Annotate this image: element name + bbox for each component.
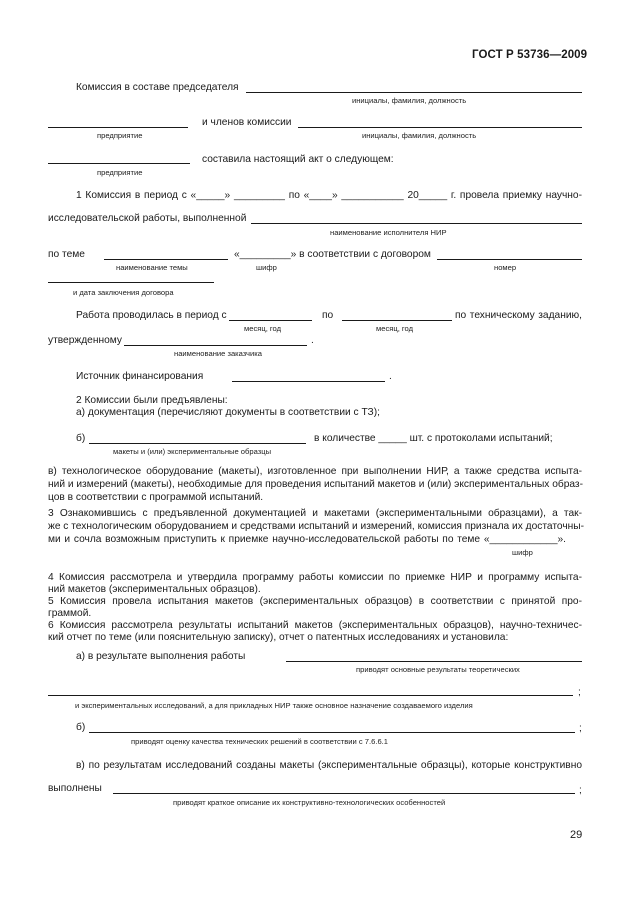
contract-date-blank[interactable] [48,282,214,283]
tech-task-label: по техническому заданию, [455,310,582,321]
caption-enterprise-1: предприятие [97,131,143,140]
document-standard-number: ГОСТ Р 53736—2009 [472,49,588,61]
item-4-line-1: 4 Комиссия рассмотрела и утвердила программу работы комиссии по приемке НИР и программу испыта- [48,572,582,583]
item-6b-label: б) [76,722,86,733]
item-6-line-2: кий отчет по теме (или пояснительную записку), отчет о патентных исследованиях и установила: [48,632,509,643]
semicolon-3: ; [579,785,582,796]
theory-results-blank[interactable] [286,661,582,662]
caption-topic-name: наименование темы [116,263,188,272]
contract-number-blank[interactable] [437,259,582,260]
design-description-blank[interactable] [113,793,575,794]
quality-assessment-blank[interactable] [89,732,575,733]
caption-experimental: и экспериментальных исследований, а для прикладных НИР также основное назначение создаваемого изделия [75,701,473,710]
caption-contract-date: и дата заключения договора [73,288,174,297]
caption-enterprise-2: предприятие [97,168,143,177]
item-3-line-1: 3 Ознакомившись с предъявленной документацией и макетами (экспериментальными образцами), а так- [48,508,582,519]
item-2a-documentation: а) документация (перечисляют документы в соответствии с ТЗ); [76,407,380,418]
item-2v-line-1: в) технологическое оборудование (макеты), изготовленное при выполнении НИР, а также средства испыта- [48,466,582,477]
approved-by-period: . [311,335,314,346]
item-6v-text: в) по результатам исследований созданы макеты (экспериментальные образцы), которые конструктивно [76,760,582,771]
enterprise-blank-2[interactable] [48,163,190,164]
item-6-line-1: 6 Комиссия рассмотрела результаты испытаний макетов (экспериментальных образцов), научно-техничес- [48,620,582,631]
item-4-line-2: ний макетов (экспериментальных образцов). [48,584,261,595]
item-3-line-2: же с технологическим оборудованием и средствами испытаний и измерений, комиссия признала их достаточны- [48,521,584,532]
work-period-label: Работа проводилась в период с [76,310,227,321]
item-2v-line-2: ний и измерений (макеты), необходимые для проведения испытаний макетов и (или) экспериментальных образ- [48,479,583,490]
executed-label: выполнены [48,783,102,794]
item-2-heading: 2 Комиссии были предъявлены: [76,395,228,406]
caption-quality: приводят оценку качества технических решений в соответствии с 7.6.6.1 [131,737,389,746]
approved-by-label: утвержденному [48,335,122,346]
item-2v-line-3: цов в соответствии с программой испытаний. [48,492,264,503]
period-start-blank[interactable] [229,320,312,321]
caption-customer: наименование заказчика [174,349,262,358]
executor-blank[interactable] [251,223,582,224]
item-5-line-2: граммой. [48,608,92,619]
performed-by-label: исследовательской работы, выполненной [48,213,247,224]
experimental-results-blank[interactable] [48,695,573,696]
financing-source-label: Источник финансирования [76,371,204,382]
caption-month-year-2: месяц, год [376,324,414,333]
topic-blank[interactable] [104,259,228,260]
semicolon-1: ; [578,687,581,698]
quantity-protocols-text: в количестве _____ шт. с протоколами испытаний; [314,433,553,444]
item-2b-label: б) [76,433,86,444]
caption-number: номер [494,263,517,272]
caption-design: приводят краткое описание их конструктивно-технологических особенностей [173,798,446,807]
customer-blank[interactable] [124,345,307,346]
act-statement: составила настоящий акт о следующем: [202,154,394,165]
caption-initials-2: инициалы, фамилия, должность [362,131,477,140]
prototypes-blank[interactable] [89,443,306,444]
members-blank[interactable] [298,127,582,128]
period-end-blank[interactable] [342,320,452,321]
chairman-blank[interactable] [246,92,582,93]
item-3-line-3: ми и сочла возможным приступить к приемке научно-исследовательской работы по теме «____________». [48,534,566,545]
caption-cipher-2: шифр [512,548,533,557]
item-5-line-1: 5 Комиссия провела испытания макетов (экспериментальных образцов) в соответствии с принятой про- [48,596,582,607]
caption-month-year-1: месяц, год [244,324,282,333]
period-to-label: по [322,310,334,321]
financing-blank[interactable] [232,381,385,382]
financing-period: . [389,371,392,382]
caption-executor: наименование исполнителя НИР [330,228,447,237]
caption-prototypes: макеты и (или) экспериментальные образцы [113,447,272,456]
commission-chairman-label: Комиссия в составе председателя [76,82,239,93]
caption-initials-1: инициалы, фамилия, должность [352,96,467,105]
topic-label: по теме [48,249,85,260]
commission-members-label: и членов комиссии [202,117,292,128]
caption-cipher-1: шифр [256,263,277,272]
item-6a-label: а) в результате выполнения работы [76,651,246,662]
contract-label: «_________» в соответствии с договором [234,249,431,260]
caption-theoretical: приводят основные результаты теоретических [356,665,520,674]
page-number: 29 [570,829,583,841]
item-1-period-text: 1 Комиссия в период с «_____» _________ по «____» ___________ 20_____ г. провела приемку научно- [76,190,582,201]
enterprise-blank-1[interactable] [48,127,188,128]
semicolon-2: ; [579,723,582,734]
